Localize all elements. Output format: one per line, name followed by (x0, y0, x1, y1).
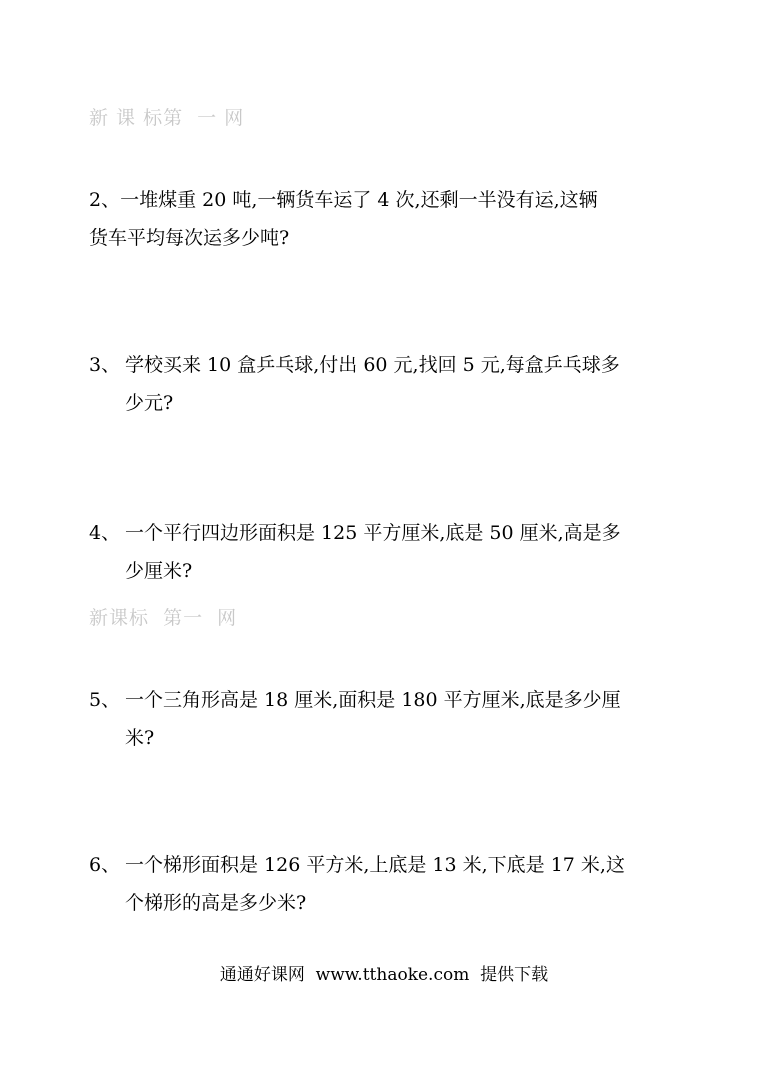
watermark-top: 新 课 标第 一 网 (89, 107, 245, 129)
question-3-text-1: 学校买来 10 盒乒乓球,付出 60 元,找回 5 元,每盒乒乓球多 (125, 354, 620, 376)
question-6-number: 6、 (89, 854, 121, 876)
question-2-text-2: 货车平均每次运多少吨? (89, 227, 290, 249)
question-2 (89, 181, 689, 257)
question-5-line-1 (89, 681, 689, 719)
question-2-text-1: 一堆煤重 20 吨,一辆货车运了 4 次,还剩一半没有运,这辆 (120, 189, 598, 211)
footer-credit: 通通好课网 www.tthaoke.com 提供下载 (219, 965, 549, 985)
question-3-text-2: 少元? (125, 392, 174, 414)
watermark-middle: 新课标 第一 网 (89, 607, 238, 629)
question-3-number: 3、 (89, 354, 121, 376)
question-6 (89, 846, 689, 922)
question-4-number: 4、 (89, 522, 121, 544)
question-5-text-1: 一个三角形高是 18 厘米,面积是 180 平方厘米,底是多少厘 (125, 689, 621, 711)
question-6-line-1 (89, 846, 689, 884)
question-4-text-2: 少厘米? (125, 560, 193, 582)
question-2-number: 2、 (89, 189, 121, 211)
question-3 (89, 346, 689, 422)
question-5-number: 5、 (89, 689, 121, 711)
question-4 (89, 514, 689, 590)
question-6-text-2: 个梯形的高是多少米? (125, 892, 307, 914)
question-5-text-2: 米? (125, 727, 155, 749)
question-4-text-1: 一个平行四边形面积是 125 平方厘米,底是 50 厘米,高是多 (125, 522, 621, 544)
question-3-line-1 (89, 346, 689, 384)
question-5 (89, 681, 689, 757)
question-6-text-1: 一个梯形面积是 126 平方米,上底是 13 米,下底是 17 米,这 (125, 854, 625, 876)
question-4-line-1 (89, 514, 689, 552)
question-2-line-1 (89, 181, 689, 219)
